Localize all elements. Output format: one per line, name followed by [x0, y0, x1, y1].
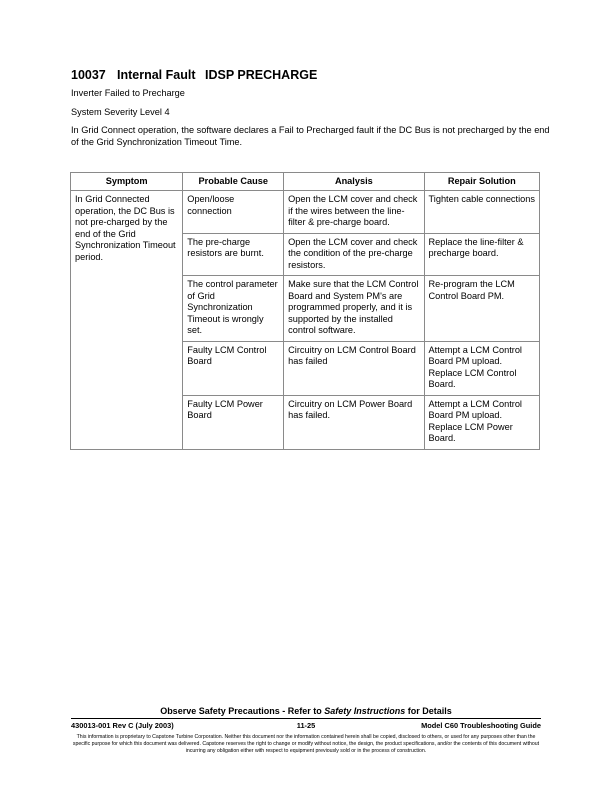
- document-number: 430013-001 Rev C (July 2003): [71, 721, 174, 730]
- fault-heading: [71, 68, 317, 82]
- fault-description: Inverter Failed to Precharge: [71, 88, 185, 98]
- solution-cell: Replace the line-filter & precharge board.: [424, 233, 539, 276]
- page-number: 11-25: [296, 721, 316, 730]
- cause-cell: Faulty LCM Power Board: [183, 395, 284, 449]
- proprietary-notice: This information is proprietary to Capstone Turbine Corporation. Neither this document nor the information contained herein shall be copied, disclosed to others, or used for any purposes other than the specific purpose for which this document was delivered. Capstone reserves the right to change or modify without notice, the design, the product specifications, and/or the contents of this document without incurring any obligation either with respect to equipment previously sold or in the process of construction.: [72, 734, 540, 754]
- guide-title: Model C60 Troubleshooting Guide: [421, 721, 541, 730]
- fault-code: 10037: [71, 68, 106, 82]
- safety-notice-prefix: Observe Safety Precautions - Refer to: [160, 706, 325, 716]
- table-header-row: [71, 173, 540, 191]
- fault-explanation: In Grid Connect operation, the software declares a Fail to Precharged fault if the DC Bus is not precharged by the end of the Grid Synchronization Timeout Time.: [71, 125, 550, 147]
- cause-cell: The pre-charge resistors are burnt.: [183, 233, 284, 276]
- column-header-repair-solution: Repair Solution: [424, 173, 539, 191]
- fault-type: Internal Fault: [117, 68, 196, 82]
- column-header-probable-cause: Probable Cause: [183, 173, 284, 191]
- cause-cell: Faulty LCM Control Board: [183, 341, 284, 395]
- solution-cell: Attempt a LCM Control Board PM upload. Replace LCM Control Board.: [424, 341, 539, 395]
- cause-cell: Open/loose connection: [183, 191, 284, 234]
- solution-cell: Tighten cable connections: [424, 191, 539, 234]
- solution-cell: Attempt a LCM Control Board PM upload. Replace LCM Power Board.: [424, 395, 539, 449]
- analysis-cell: Circuitry on LCM Control Board has failed: [284, 341, 424, 395]
- column-header-analysis: Analysis: [284, 173, 424, 191]
- analysis-cell: Make sure that the LCM Control Board and System PM's are programmed properly, and it is supported by the installed control software.: [284, 276, 424, 342]
- safety-instructions-reference: Safety Instructions: [324, 706, 406, 716]
- solution-cell: Re-program the LCM Control Board PM.: [424, 276, 539, 342]
- analysis-cell: Circuitry on LCM Power Board has failed.: [284, 395, 424, 449]
- cause-cell: The control parameter of Grid Synchronization Timeout is wrongly set.: [183, 276, 284, 342]
- analysis-cell: Open the LCM cover and check the condition of the pre-charge resistors.: [284, 233, 424, 276]
- symptom-cell: In Grid Connected operation, the DC Bus is not pre-charged by the end of the Grid Synchronization Timeout period.: [71, 191, 183, 450]
- column-header-symptom: Symptom: [71, 173, 183, 191]
- safety-notice-suffix: for Details: [405, 706, 452, 716]
- severity-level: System Severity Level 4: [71, 107, 170, 117]
- troubleshooting-table: [70, 172, 540, 450]
- safety-notice: [0, 706, 612, 716]
- table-row: [71, 191, 540, 234]
- analysis-cell: Open the LCM cover and check if the wires between the line-filter & pre-charge board.: [284, 191, 424, 234]
- fault-name: IDSP PRECHARGE: [205, 68, 318, 82]
- footer-divider: [71, 718, 541, 719]
